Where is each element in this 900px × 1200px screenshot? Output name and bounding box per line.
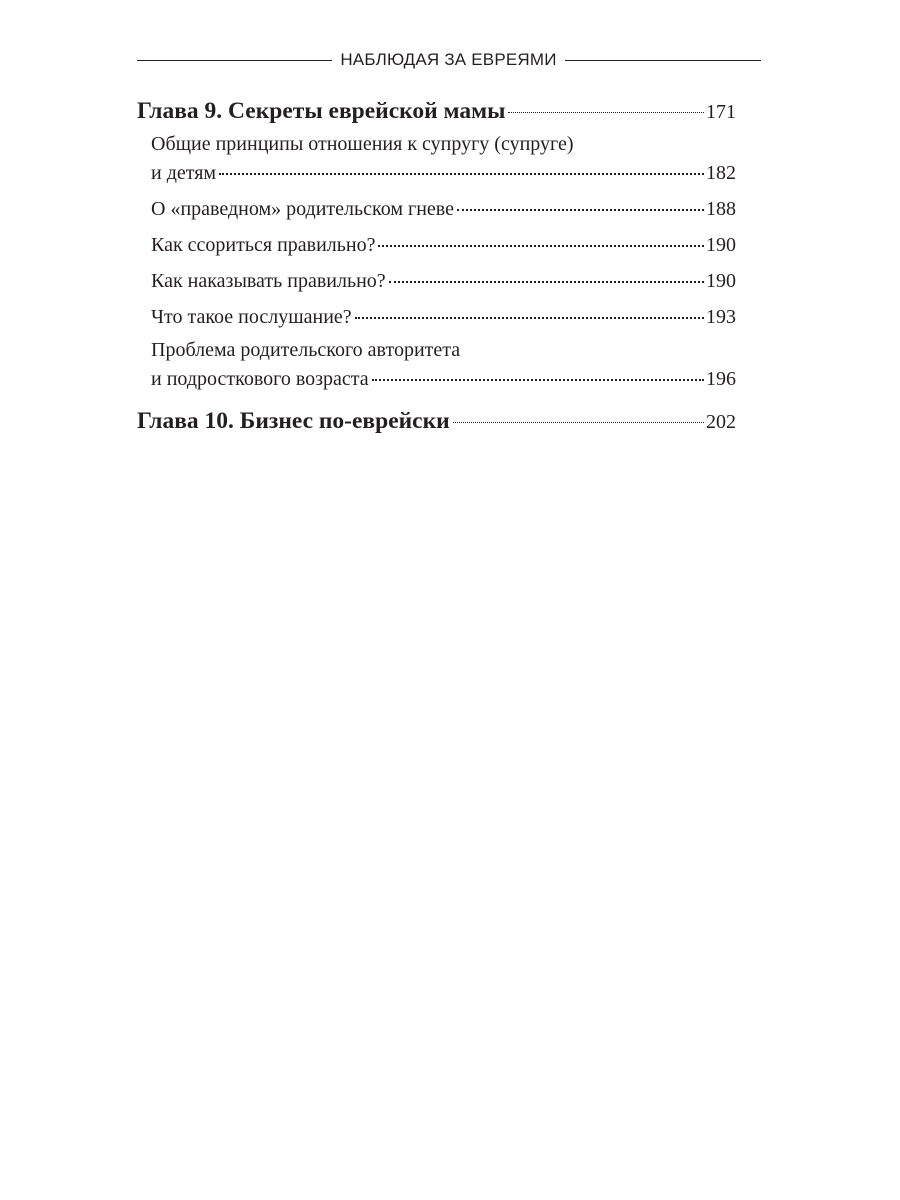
dot-leader	[508, 88, 704, 113]
section-title: Как наказывать правильно?	[151, 269, 386, 292]
page-number: 188	[706, 197, 736, 220]
toc-section	[137, 337, 736, 392]
section-title-continued: и детям	[151, 161, 217, 184]
page-number: 182	[706, 161, 736, 184]
toc-section	[137, 301, 736, 330]
header-rule-right	[565, 60, 761, 61]
page-number: 202	[706, 411, 736, 433]
section-title: Проблема родительского авторитета	[151, 338, 461, 361]
running-header	[137, 48, 761, 72]
section-title: Как ссориться правильно?	[151, 233, 376, 256]
dot-leader	[389, 261, 704, 283]
page-number: 190	[706, 269, 736, 292]
toc-chapter-9	[137, 93, 736, 127]
toc-chapter-10	[137, 404, 736, 438]
dot-leader	[372, 359, 704, 381]
section-title: Что такое послушание?	[151, 305, 352, 328]
section-title: О «праведном» родительском гневе	[151, 197, 454, 220]
page-number: 190	[706, 233, 736, 256]
toc-section	[137, 193, 736, 222]
header-rule-left	[137, 60, 332, 61]
dot-leader	[219, 153, 704, 175]
page-number: 196	[706, 367, 736, 390]
toc-section	[137, 265, 736, 294]
page-number: 171	[706, 100, 736, 123]
running-title: НАБЛЮДАЯ ЗА ЕВРЕЯМИ	[340, 50, 557, 69]
toc-section	[137, 229, 736, 258]
dot-leader	[378, 225, 704, 247]
page-number: 193	[706, 305, 736, 328]
section-title: Общие принципы отношения к супругу (супруге)	[151, 132, 574, 155]
table-of-contents	[137, 93, 736, 441]
dot-leader	[355, 297, 704, 319]
dot-leader	[453, 399, 704, 424]
chapter-title: Глава 10. Бизнес по-еврейски	[137, 408, 450, 434]
section-title-continued: и подросткового возраста	[151, 367, 369, 390]
chapter-title: Глава 9. Секреты еврейской мамы	[137, 97, 506, 124]
toc-section	[137, 131, 736, 186]
dot-leader	[457, 189, 704, 211]
